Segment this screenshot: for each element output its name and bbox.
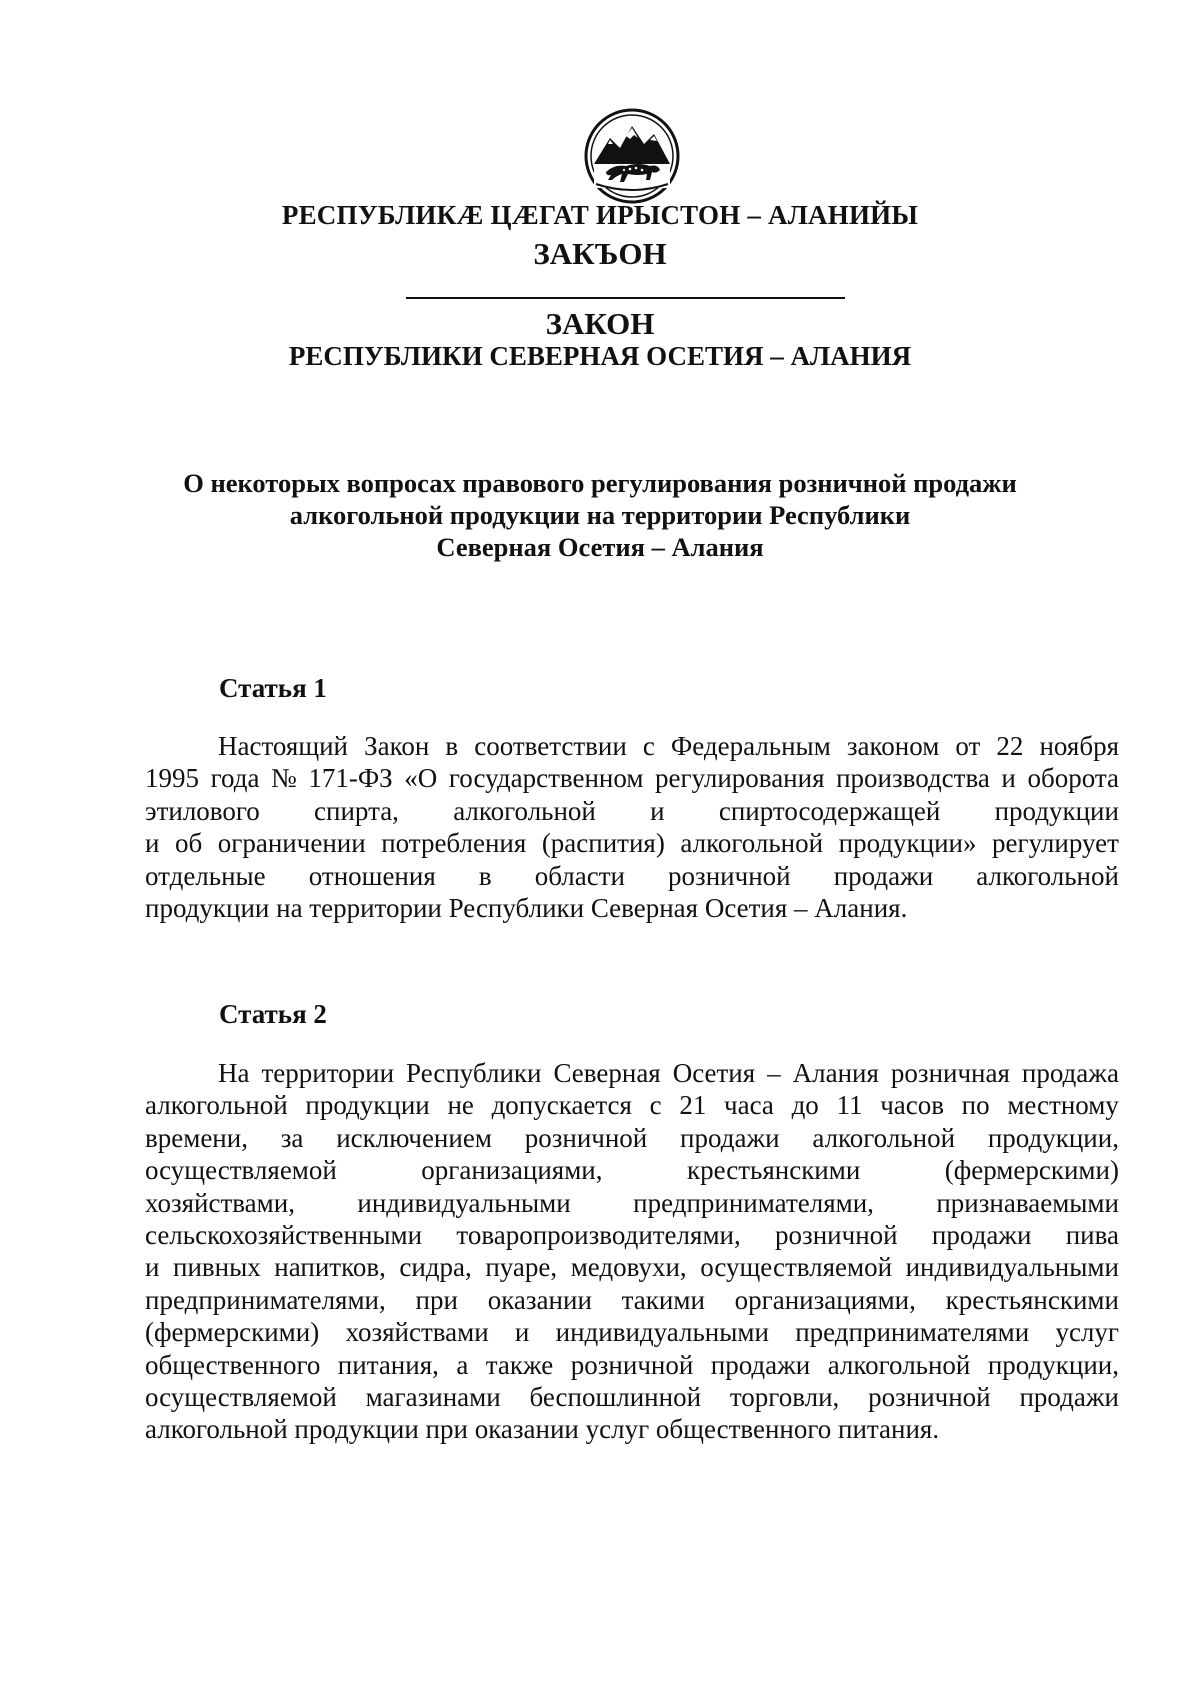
ossetian-law-heading: ЗАКЪОН [533, 236, 667, 271]
article-2-line: предпринимателями, при оказании такими организациями, крестьянскими [145, 1284, 1119, 1315]
article-2-line: (фермерскими) хозяйствами и индивидуальными предпринимателями услуг [145, 1317, 1119, 1348]
article-1-line: этилового спирта, алкогольной и спиртосодержащей продукции [145, 795, 1119, 826]
article-1-heading: Статья 1 [219, 673, 327, 703]
law-title-line: Северная Осетия – Алания [436, 532, 764, 562]
article-1-line: и об ограничении потребления (распития) алкогольной продукции» регулирует [145, 828, 1119, 859]
article-1-line: продукции на территории Республики Северная Осетия – Алания. [145, 892, 908, 923]
article-2-line: и пивных напитков, сидра, пуаре, медовухи, осуществляемой индивидуальными [145, 1252, 1119, 1283]
law-title-line: алкогольной продукции на территории Республики [289, 500, 911, 530]
russian-law-heading: ЗАКОН [545, 306, 655, 341]
article-2-line: алкогольной продукции при оказании услуг общественного питания. [145, 1414, 940, 1445]
article-1-line: 1995 года № 171-ФЗ «О государственном регулирования производства и оборота [145, 763, 1119, 794]
article-2-line: времени, за исключением розничной продажи алкогольной продукции, [145, 1122, 1119, 1153]
article-2-line: осуществляемой организациями, крестьянскими (фермерскими) [145, 1155, 1119, 1186]
article-1-line: Настоящий Закон в соответствии с Федеральным законом от 22 ноября [218, 731, 1119, 761]
article-2-body [145, 1057, 1119, 1446]
article-2-line: сельскохозяйственными товаропроизводителями, розничной продажи пива [145, 1219, 1119, 1250]
article-2-line: хозяйствами, индивидуальными предпринимателями, признаваемыми [145, 1187, 1119, 1218]
article-2-line: алкогольной продукции не допускается с 21 часа до 11 часов по местному [145, 1090, 1119, 1121]
article-2-line: общественного питания, а также розничной продажи алкогольной продукции, [145, 1349, 1119, 1380]
law-title [0, 467, 1200, 563]
article-2-line: осуществляемой магазинами беспошлинной торговли, розничной продажи [145, 1381, 1119, 1412]
article-1-line: отдельные отношения в области розничной продажи алкогольной [145, 860, 1119, 891]
article-1-body [145, 730, 1119, 924]
article-2-heading: Статья 2 [219, 999, 327, 1029]
russian-republic-heading: РЕСПУБЛИКИ СЕВЕРНАЯ ОСЕТИЯ – АЛАНИЯ [288, 341, 912, 371]
ossetian-republic-heading: РЕСПУБЛИКӔ ЦӔГАТ ИРЫСТОН – АЛАНИЙЫ [281, 200, 919, 230]
coat-of-arms-emblem [580, 104, 684, 208]
law-title-line: О некоторых вопросах правового регулирования розничной продажи [183, 468, 1017, 498]
article-2-line: На территории Республики Северная Осетия – Алания розничная продажа [218, 1058, 1119, 1088]
header-divider [406, 297, 845, 299]
